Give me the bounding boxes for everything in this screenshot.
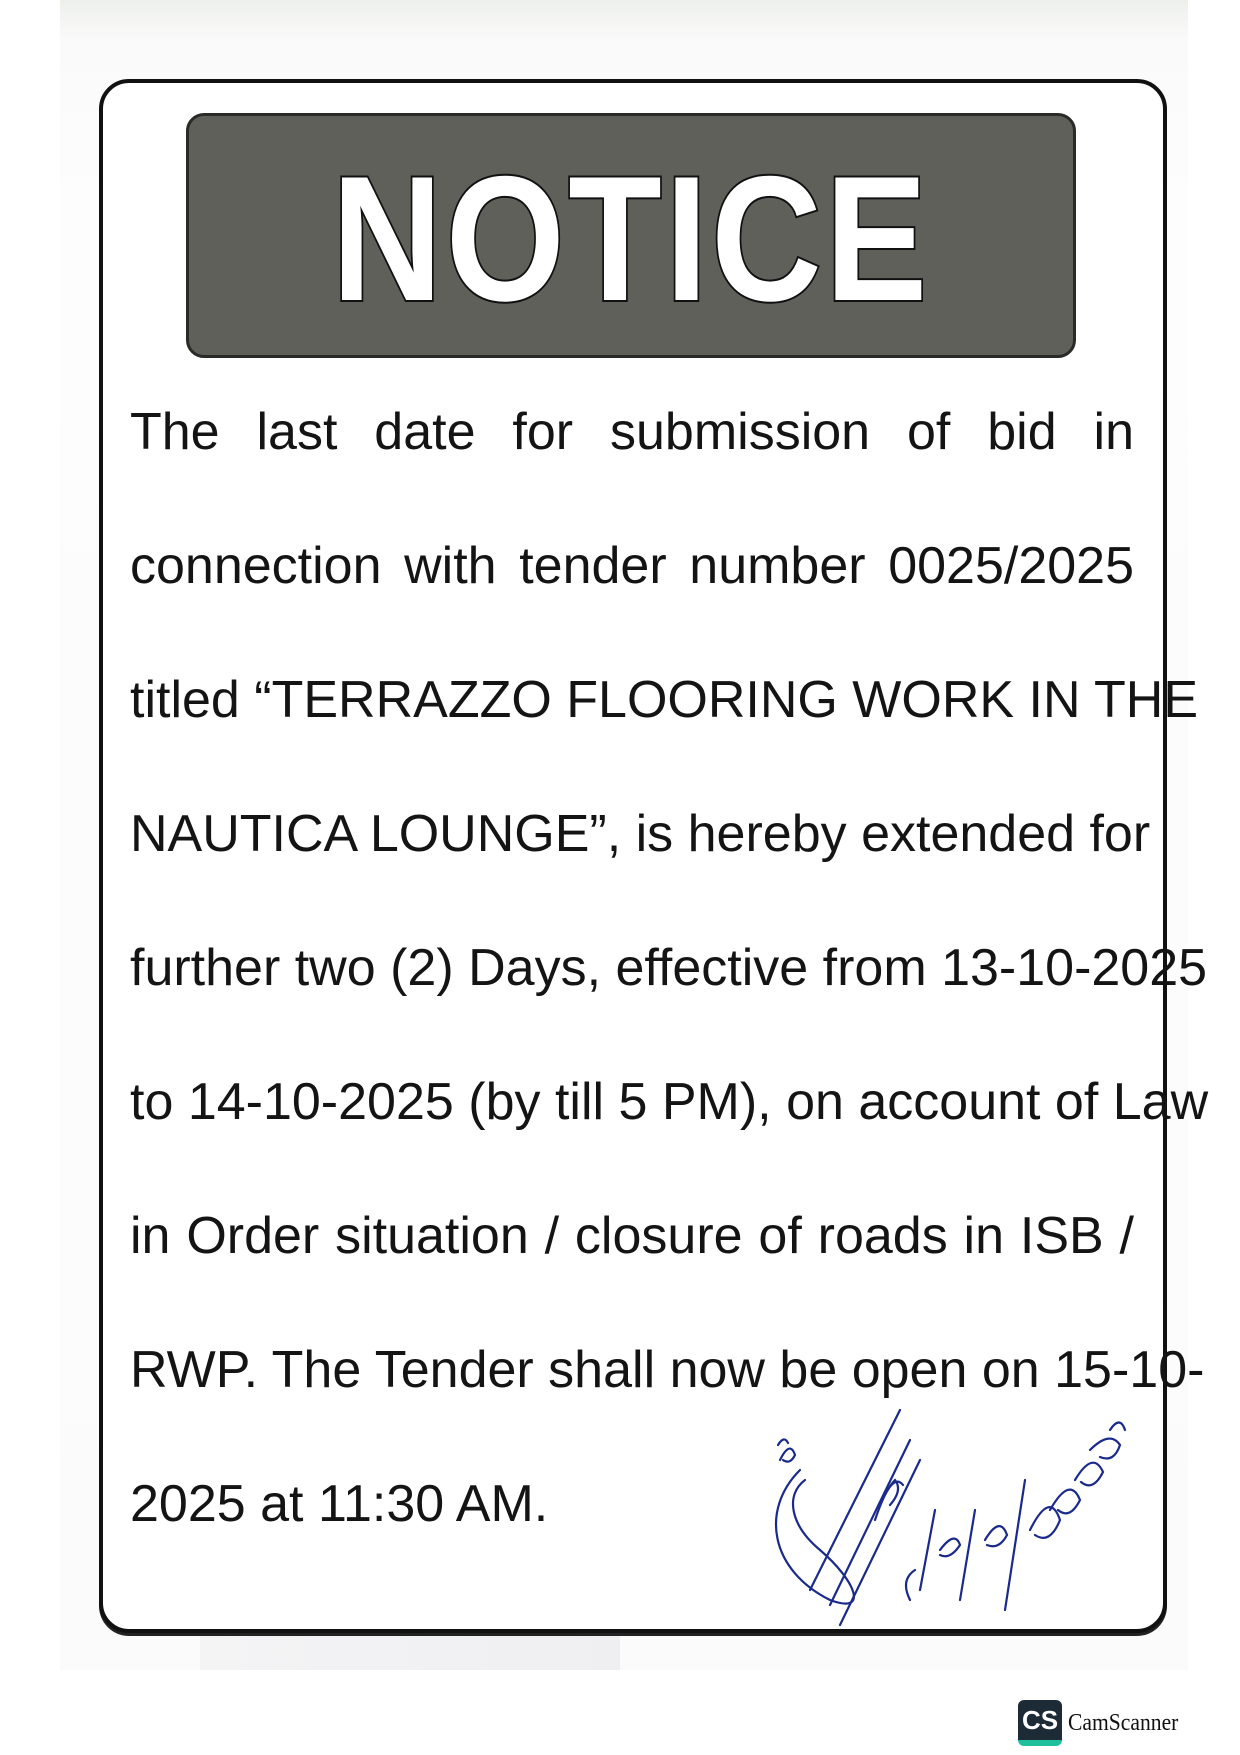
notice-line: connection with tender number 0025/2025 bbox=[130, 537, 1134, 595]
camscanner-watermark bbox=[1018, 1700, 1191, 1746]
handwritten-signature bbox=[760, 1400, 1150, 1630]
camscanner-name: CamScanner bbox=[1068, 1709, 1179, 1736]
notice-line: NAUTICA LOUNGE”, is hereby extended for bbox=[130, 805, 1151, 863]
notice-line: further two (2) Days, effective from 13-10-2025 bbox=[130, 939, 1208, 997]
notice-line: to 14-10-2025 (by till 5 PM), on account of Law bbox=[130, 1073, 1209, 1131]
notice-line: titled “TERRAZZO FLOORING WORK IN THE bbox=[130, 671, 1199, 729]
notice-line: The last date for submission of bid in bbox=[130, 403, 1134, 461]
notice-banner bbox=[186, 113, 1076, 358]
camscanner-logo-icon: CS bbox=[1018, 1700, 1062, 1746]
notice-line: RWP. The Tender shall now be open on 15-10- bbox=[130, 1341, 1205, 1399]
notice-line: 2025 at 11:30 AM. bbox=[130, 1475, 549, 1533]
notice-line: in Order situation / closure of roads in ISB / bbox=[130, 1207, 1134, 1265]
notice-title: NOTICE bbox=[331, 138, 931, 338]
